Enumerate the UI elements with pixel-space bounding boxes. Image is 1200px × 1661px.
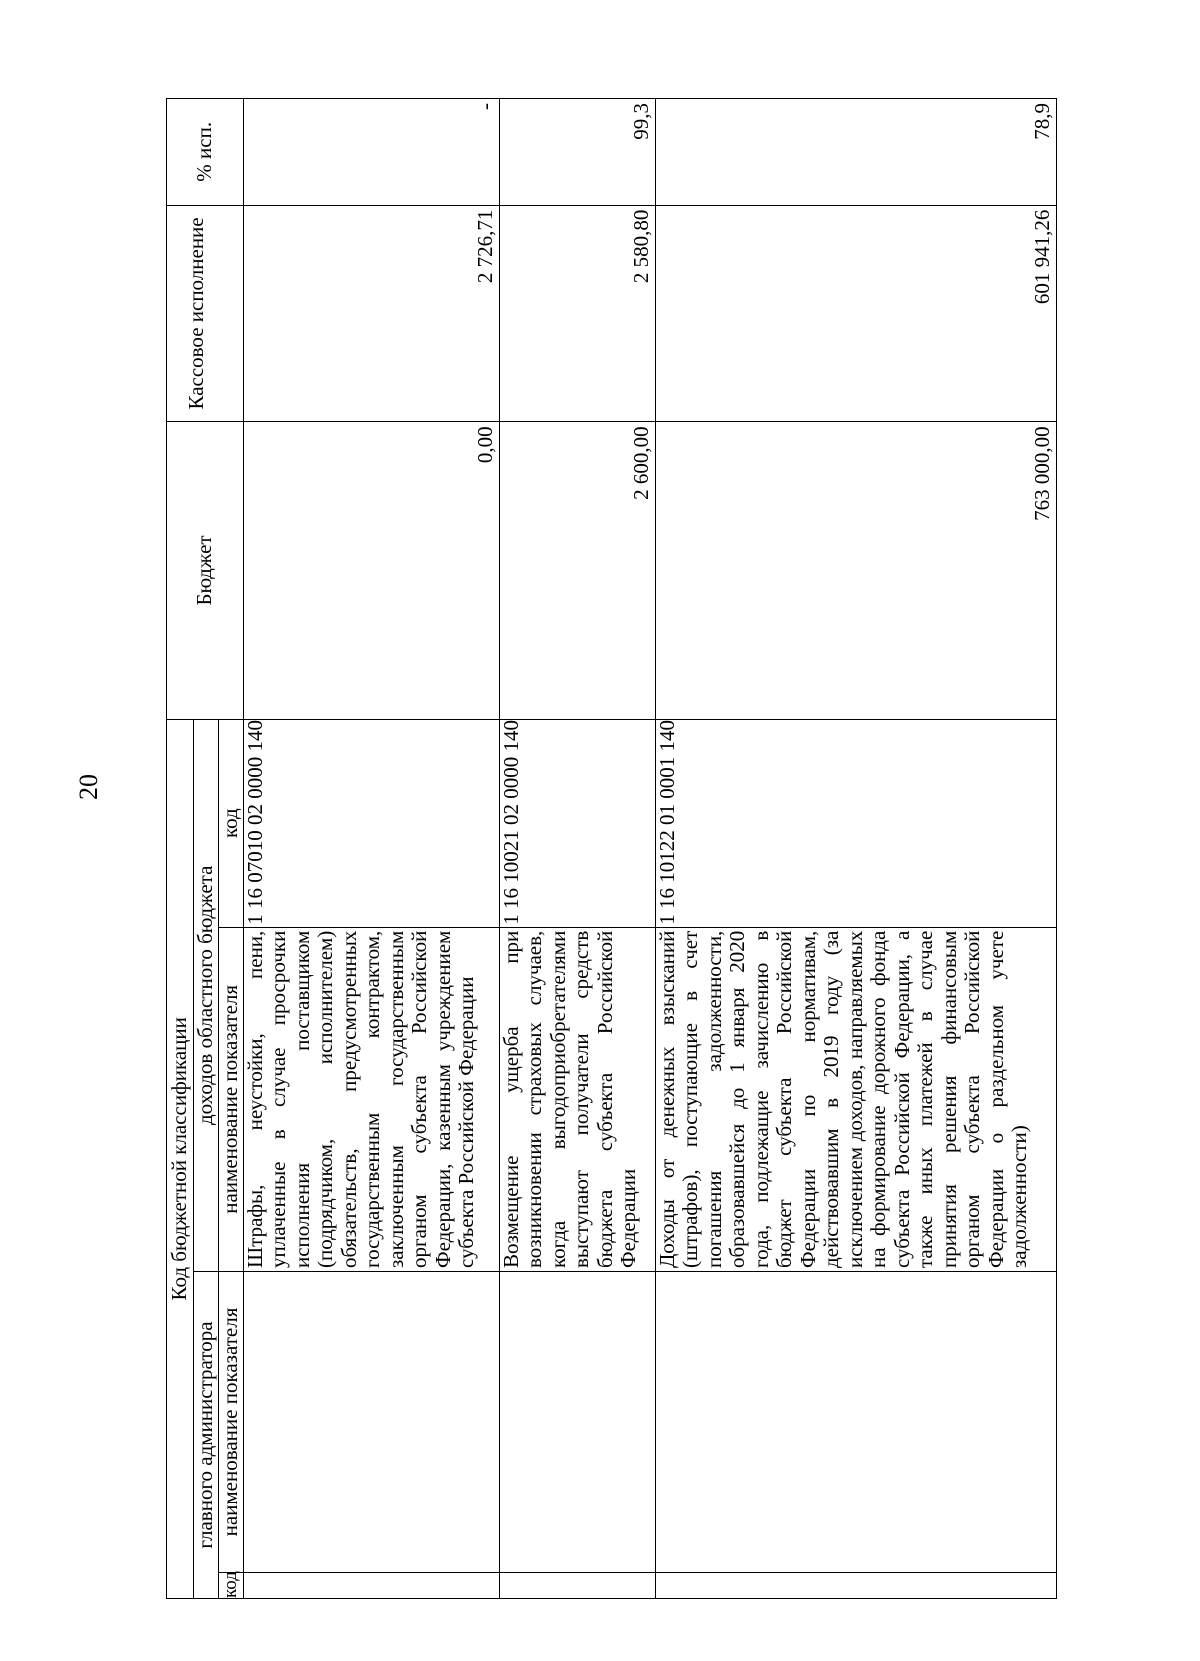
admin-code-cell xyxy=(243,1573,499,1599)
income-code-cell: 1 16 10021 02 0000 140 xyxy=(499,719,655,927)
budget-cell: 2 600,00 xyxy=(499,422,655,719)
header-budget: Бюджет xyxy=(167,422,244,719)
income-name-cell: Возмещение ущерба при возникновении страховых случаев, когда выгодоприобретателями выступают получатели средств бюджета субъекта Российской Федерации xyxy=(499,927,655,1271)
header-percent: % исп. xyxy=(167,99,244,206)
income-name-cell: Доходы от денежных взысканий (штрафов), поступающие в счет погашения задолженности, образовавшейся до 1 января 2020 года, подлежащие зачислению в бюджет субъекта Российской Федерации по нормативам, действовавшим в 2019 году (за исключением доходов, направляемых на формирование дорожного фонда субъекта Российской Федерации, а также иных платежей в случае принятия решения финансовым органом субъекта Российской Федерации о раздельном учете задолженности) xyxy=(655,927,1056,1271)
header-chief-administrator: главного администратора xyxy=(194,1272,219,1599)
header-income-code: код xyxy=(219,719,244,927)
cash-execution-cell: 601 941,26 xyxy=(655,205,1056,422)
header-row-1 xyxy=(167,99,194,1599)
header-income-name: наименование показателя xyxy=(219,927,244,1271)
page-number: 20 xyxy=(74,774,103,800)
admin-code-cell xyxy=(499,1573,655,1599)
header-budget-classification: Код бюджетной классификации xyxy=(167,719,194,1598)
header-regional-income: доходов областного бюджета xyxy=(194,719,219,1271)
income-code-cell: 1 16 07010 02 0000 140 xyxy=(243,719,499,927)
header-admin-code: код xyxy=(220,1571,242,1598)
table-row xyxy=(655,99,1056,1599)
budget-table-rotated xyxy=(166,98,1055,1599)
admin-name-cell xyxy=(499,1272,655,1573)
percent-cell: - xyxy=(243,99,499,206)
admin-name-cell xyxy=(243,1272,499,1573)
income-code-cell: 1 16 10122 01 0001 140 xyxy=(655,719,1056,927)
cash-execution-cell: 2 726,71 xyxy=(243,205,499,422)
cash-execution-cell: 2 580,80 xyxy=(499,205,655,422)
budget-cell: 0,00 xyxy=(243,422,499,719)
header-admin-name: наименование показателя xyxy=(219,1272,244,1573)
percent-cell: 99,3 xyxy=(499,99,655,206)
table-row xyxy=(499,99,655,1599)
table-row xyxy=(243,99,499,1599)
admin-code-cell xyxy=(655,1573,1056,1599)
income-name-cell: Штрафы, неустойки, пени, уплаченные в случае просрочки исполнения поставщиком (подрядчиком, исполнителем) обязательств, предусмотренных государственным контрактом, заключенным государственным органом субъекта Российской Федерации, казенным учреждением субъекта Российской Федерации xyxy=(243,927,499,1271)
budget-cell: 763 000,00 xyxy=(655,422,1056,719)
header-cash-execution: Кассовое исполнение xyxy=(167,205,244,422)
admin-name-cell xyxy=(655,1272,1056,1573)
percent-cell: 78,9 xyxy=(655,99,1056,206)
budget-table xyxy=(166,98,1057,1599)
